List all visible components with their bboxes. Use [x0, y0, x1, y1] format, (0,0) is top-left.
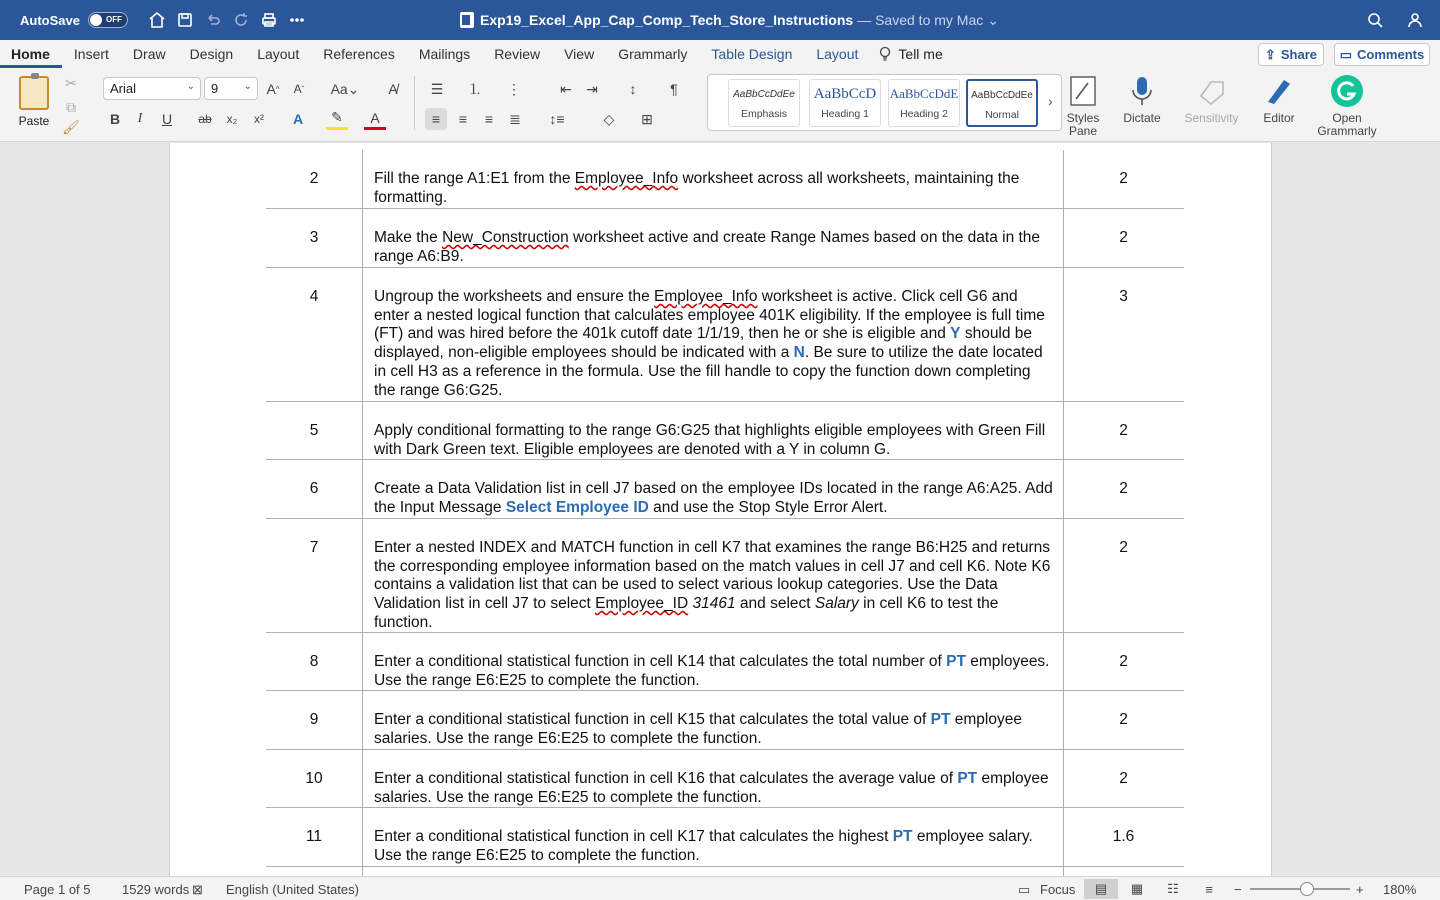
- title-bar: [0, 0, 1440, 40]
- instruction-text[interactable]: [374, 653, 1056, 690]
- zoom-out-icon[interactable]: −: [1234, 882, 1242, 897]
- increase-indent-icon[interactable]: ⇥: [586, 80, 598, 97]
- zoom-level[interactable]: 180%: [1383, 882, 1417, 897]
- tab-grammarly[interactable]: Grammarly: [618, 46, 688, 62]
- tell-me[interactable]: [870, 40, 952, 68]
- saved-status[interactable]: — Saved to my Mac: [857, 12, 984, 28]
- step-number: 10: [305, 770, 323, 787]
- font-name-value: Arial: [110, 81, 137, 96]
- tab-insert[interactable]: Insert: [73, 46, 109, 62]
- sensitivity-icon: [1195, 74, 1229, 108]
- text-segment: PT: [892, 828, 913, 845]
- text-segment: employees. Use the range E6:E25 to complete the function.: [374, 653, 1050, 689]
- styles-pane-button[interactable]: [1064, 74, 1102, 138]
- text-segment: New_Construction: [442, 229, 569, 246]
- decrease-indent-icon[interactable]: ⇤: [560, 80, 572, 97]
- text-segment: employee salary. Use the range E6:E25 to complete the function.: [374, 828, 1033, 864]
- style-heading-2[interactable]: [888, 79, 960, 127]
- superscript-icon[interactable]: x²: [254, 112, 264, 126]
- document-title: [460, 0, 999, 40]
- tab-review[interactable]: Review: [494, 46, 541, 62]
- text-segment: Apply conditional formatting to the range G6:G25 that highlights eligible employees with Green Fill with Dark Green text. Eligible employees are denoted with a Y in column G.: [374, 422, 1046, 458]
- instructions-table: [266, 150, 1184, 876]
- redo-icon[interactable]: [228, 8, 254, 32]
- font-size-value: 9: [211, 81, 219, 96]
- editor-label: Editor: [1263, 111, 1295, 125]
- web-layout-view-icon[interactable]: ▦: [1130, 881, 1144, 896]
- ribbon-toolbar: [0, 68, 1440, 142]
- table-row[interactable]: [266, 808, 1184, 867]
- outline-view-icon[interactable]: ☷: [1167, 881, 1179, 896]
- clipboard-icon: [19, 76, 49, 110]
- align-left-icon[interactable]: ≡: [425, 108, 447, 130]
- doc-name: Exp19_Excel_App_Cap_Comp_Tech_Store_Instructions: [480, 12, 854, 28]
- text-segment: Ungroup the worksheets and ensure the: [374, 288, 655, 305]
- cut-icon[interactable]: ✂: [65, 74, 77, 91]
- lightbulb-icon: [878, 46, 892, 62]
- instruction-text[interactable]: [374, 229, 1056, 266]
- dictate-button[interactable]: [1122, 74, 1162, 125]
- style-sample: AaBbCcD: [813, 85, 877, 102]
- style-name: Heading 2: [900, 108, 948, 120]
- clear-formatting-icon[interactable]: A̸: [388, 81, 398, 97]
- text-segment: worksheet across all worksheets, maintaining the formatting.: [374, 170, 1020, 206]
- text-segment: Salary: [814, 595, 859, 613]
- tell-me-label: Tell me: [898, 46, 943, 62]
- word-doc-icon: [460, 12, 474, 28]
- text-segment: Enter a conditional statistical function in cell K14 that calculates the total number of: [374, 653, 947, 670]
- open-grammarly-label: Open Grammarly: [1317, 111, 1377, 138]
- tab-draw[interactable]: Draw: [132, 46, 166, 62]
- text-segment: Fill the range A1:E1 from the: [374, 170, 575, 187]
- points-value: 1.6: [1112, 828, 1135, 845]
- step-number: 3: [309, 229, 319, 246]
- account-icon[interactable]: [1402, 8, 1428, 32]
- shrink-font-icon[interactable]: A ˇ: [293, 82, 305, 96]
- instruction-text[interactable]: [374, 539, 1056, 633]
- font-color-icon[interactable]: A: [364, 108, 386, 130]
- table-row[interactable]: [266, 460, 1184, 519]
- chevron-down-icon[interactable]: ⌄: [987, 11, 999, 28]
- text-segment: worksheet active and create Range Names based on the data in the range A6:B9.: [374, 229, 1041, 265]
- text-segment: Select Employee ID: [505, 498, 649, 516]
- text-segment: Enter a conditional statistical function in cell K15 that calculates the total value of: [374, 711, 931, 728]
- divider: [414, 76, 415, 130]
- align-right-icon[interactable]: ≡: [484, 111, 494, 127]
- share-icon: ⇪: [1264, 46, 1276, 62]
- points-value: 2: [1119, 480, 1128, 497]
- text-segment: employee salaries. Use the range E6:E25 to complete the function.: [374, 770, 1049, 806]
- text-segment: PT: [957, 770, 978, 787]
- points-value: 2: [1119, 539, 1128, 556]
- italic-icon[interactable]: I: [137, 111, 143, 126]
- autosave-state: OFF: [105, 15, 122, 24]
- shading-icon[interactable]: ◇: [603, 110, 615, 127]
- table-row[interactable]: [266, 750, 1184, 808]
- text-effects-icon[interactable]: A: [292, 111, 304, 127]
- text-segment: Employee_Info: [574, 170, 679, 187]
- table-row[interactable]: [266, 402, 1184, 460]
- text-segment: and select: [735, 595, 815, 613]
- undo-icon[interactable]: [200, 8, 226, 32]
- chevron-down-icon: ⌄: [243, 81, 252, 92]
- borders-icon[interactable]: ⊞: [641, 110, 653, 127]
- style-name: Heading 1: [821, 108, 869, 120]
- text-segment: Enter a conditional statistical function in cell K17 that calculates the highest: [374, 828, 893, 845]
- line-spacing-icon[interactable]: ↕≡: [549, 111, 565, 127]
- points-value: 3: [1119, 288, 1128, 305]
- tab-table-layout[interactable]: Layout: [816, 46, 859, 62]
- text-segment: Y: [950, 325, 961, 343]
- autosave-toggle[interactable]: [88, 12, 128, 28]
- subscript-icon[interactable]: x₂: [226, 112, 238, 126]
- points-value: 2: [1119, 653, 1128, 670]
- step-number: 7: [309, 539, 319, 556]
- style-sample: AaBbCcDdEe: [971, 89, 1033, 101]
- show-formatting-icon[interactable]: ¶: [670, 81, 678, 97]
- instruction-text[interactable]: [374, 770, 1056, 807]
- paste-button[interactable]: [14, 74, 54, 128]
- text-segment: PT: [946, 653, 966, 670]
- gallery-next-icon[interactable]: ›: [1048, 93, 1053, 109]
- tab-view[interactable]: View: [564, 46, 595, 62]
- step-number: 4: [309, 288, 319, 305]
- highlight-icon[interactable]: ✎: [326, 108, 348, 130]
- microphone-icon: [1125, 74, 1159, 108]
- text-segment: should be displayed, non-eligible employees should be indicated with a: [374, 325, 1033, 362]
- share-button[interactable]: [1258, 43, 1324, 66]
- styles-pane-icon: [1066, 74, 1100, 108]
- print-icon[interactable]: [256, 8, 282, 32]
- format-painter-icon[interactable]: 🖌: [62, 118, 80, 135]
- copy-icon[interactable]: ⧉: [66, 98, 76, 115]
- text-segment: PT: [930, 711, 951, 728]
- change-case-icon[interactable]: Aa⌄: [330, 80, 360, 97]
- tab-layout[interactable]: Layout: [257, 46, 300, 62]
- justify-icon[interactable]: ≣: [509, 110, 521, 127]
- sensitivity-label: Sensitivity: [1184, 111, 1239, 125]
- text-segment: Enter a nested INDEX and MATCH function in cell K7 that examines the range B6:H25 and returns the corresponding employee information based on the match values in cell J7 and cell K6. Note K6 contains a validation list that can be used to select various lookup categories. Use the Data Validation list in cell J7 to select: [374, 539, 1051, 613]
- text-segment: Enter a conditional statistical function in cell K16 that calculates the average value of: [374, 770, 958, 787]
- instruction-text[interactable]: [374, 828, 1056, 865]
- status-bar: [0, 876, 1440, 900]
- comments-button[interactable]: [1334, 43, 1430, 66]
- instruction-text[interactable]: [374, 480, 1056, 517]
- text-segment: and use the Stop Style Error Alert.: [648, 498, 888, 516]
- text-segment: employee salaries. Use the range E6:E25 to complete the function.: [374, 711, 1022, 747]
- text-segment: Employee_Info: [654, 288, 758, 305]
- grow-font-icon[interactable]: A ^: [266, 81, 280, 97]
- chevron-down-icon: ⌄: [186, 81, 195, 92]
- share-label: Share: [1280, 47, 1318, 62]
- tab-table-design[interactable]: Table Design: [711, 46, 793, 62]
- print-layout-view-icon[interactable]: ▤: [1084, 879, 1118, 899]
- editor-icon: [1262, 74, 1296, 108]
- paste-label: Paste: [18, 114, 50, 128]
- editor-button[interactable]: [1260, 74, 1298, 125]
- step-number: 11: [305, 828, 323, 845]
- points-value: 2: [1119, 170, 1128, 187]
- instruction-text[interactable]: [374, 422, 1056, 459]
- text-segment: Employee_ID: [595, 595, 689, 613]
- draft-view-icon[interactable]: ≡: [1205, 881, 1213, 897]
- points-value: 2: [1119, 229, 1128, 246]
- word-count[interactable]: 1529 words: [122, 882, 190, 897]
- instruction-text[interactable]: [374, 288, 1056, 400]
- text-segment: in cell K6 to test the function.: [374, 595, 999, 631]
- step-number: 9: [309, 711, 319, 728]
- zoom-in-icon[interactable]: +: [1356, 882, 1364, 897]
- table-row[interactable]: [266, 519, 1184, 633]
- sensitivity-button[interactable]: [1184, 74, 1239, 125]
- text-segment: Make the: [374, 229, 443, 246]
- text-segment: N: [793, 344, 805, 362]
- tab-mailings[interactable]: Mailings: [418, 46, 471, 62]
- step-number: 6: [309, 480, 319, 497]
- text-segment: Create a Data Validation list in cell J7 based on the employee IDs located in the range A6:A25. Add the Input Message: [374, 480, 1053, 516]
- points-value: 2: [1119, 422, 1128, 439]
- style-normal[interactable]: [966, 79, 1038, 127]
- styles-gallery: [707, 74, 1062, 131]
- open-grammarly-button[interactable]: [1316, 74, 1378, 138]
- page-count[interactable]: Page 1 of 5: [24, 882, 91, 897]
- text-segment: 31461: [692, 595, 736, 613]
- language[interactable]: English (United States): [226, 882, 359, 897]
- zoom-slider-thumb[interactable]: [1300, 882, 1314, 896]
- home-icon[interactable]: [144, 8, 170, 32]
- font-name-select[interactable]: [103, 77, 201, 100]
- focus-label[interactable]: Focus: [1040, 882, 1076, 897]
- points-value: 2: [1119, 711, 1128, 728]
- align-center-icon[interactable]: ≡: [458, 111, 468, 127]
- multilevel-list-icon[interactable]: ⋮: [507, 80, 521, 97]
- autosave-label: AutoSave: [20, 12, 80, 28]
- style-heading-1[interactable]: [809, 79, 881, 127]
- style-sample: AaBbCcDdEe: [733, 88, 795, 100]
- step-number: 5: [309, 422, 319, 439]
- text-segment: . Be sure to utilize the date located in cell H3 as a reference in the formula. Use the fill handle to copy the function down completing the range G6:G25.: [374, 344, 1043, 399]
- font-size-select[interactable]: [204, 77, 258, 100]
- numbering-icon[interactable]: ⒈: [468, 81, 482, 97]
- tab-references[interactable]: References: [323, 46, 395, 62]
- styles-pane-label: Styles Pane: [1066, 111, 1100, 138]
- style-sample: AaBbCcDdE: [889, 86, 959, 101]
- points-value: 2: [1119, 770, 1128, 787]
- dictate-label: Dictate: [1123, 111, 1161, 125]
- focus-icon[interactable]: ▭: [1018, 882, 1031, 897]
- style-name: Normal: [985, 109, 1019, 121]
- text-segment: worksheet is active. Click cell G6 and enter a nested logical function that calculates employee 401K eligibility. If the employee is full time (FT) and was hired before the 401k cutoff date 1/1/19, then he or she is eligible and: [374, 288, 1045, 343]
- instruction-text[interactable]: [374, 711, 1056, 748]
- table-row[interactable]: [266, 691, 1184, 750]
- comments-label: Comments: [1357, 47, 1425, 62]
- step-number: 8: [309, 653, 319, 670]
- table-row[interactable]: [266, 633, 1184, 691]
- comment-icon: ▭: [1339, 46, 1353, 62]
- search-icon[interactable]: [1362, 8, 1388, 32]
- strikethrough-icon[interactable]: ab: [198, 112, 212, 126]
- proofing-icon[interactable]: ⊠: [192, 882, 203, 897]
- instruction-text[interactable]: [374, 170, 1056, 207]
- tab-design[interactable]: Design: [189, 46, 234, 62]
- save-icon[interactable]: [172, 8, 198, 32]
- table-row[interactable]: [266, 268, 1184, 402]
- tab-home[interactable]: Home: [0, 40, 62, 68]
- bullets-icon[interactable]: ☰: [430, 80, 444, 97]
- underline-icon[interactable]: U: [161, 111, 173, 127]
- style-name: Emphasis: [740, 108, 788, 120]
- step-number: 2: [309, 170, 319, 187]
- sort-icon[interactable]: ↕: [629, 81, 637, 97]
- style-emphasis[interactable]: [728, 79, 800, 127]
- more-icon[interactable]: [284, 8, 310, 32]
- table-row[interactable]: [266, 209, 1184, 268]
- bold-icon[interactable]: B: [109, 111, 121, 127]
- table-row[interactable]: [266, 150, 1184, 209]
- ribbon-tabs: [0, 40, 1440, 68]
- grammarly-icon: [1330, 74, 1364, 108]
